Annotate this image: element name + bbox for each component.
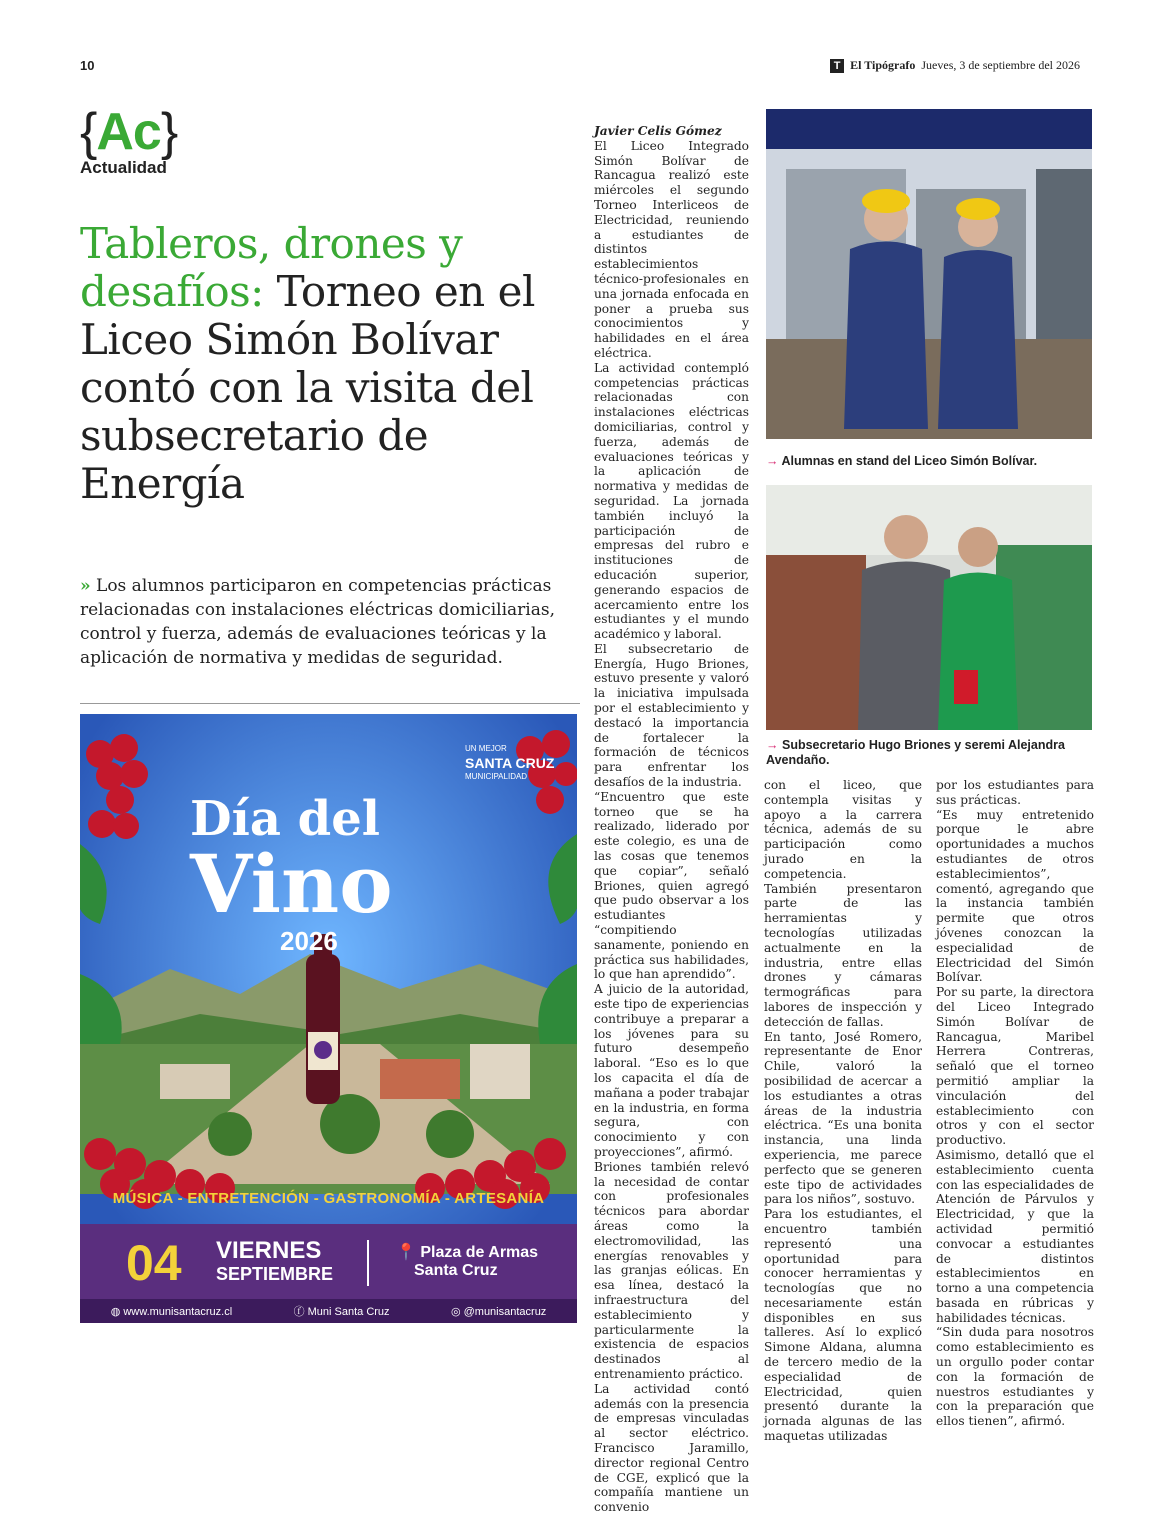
paragraph: por los estudiantes para sus prácticas. (936, 778, 1094, 807)
headline-rest: Torneo en el Liceo Simón Bolívar contó con la visita del subsecretario de Energía (80, 267, 535, 508)
article-column-1 (594, 124, 749, 1515)
photo-caption-2: → Subsecretario Hugo Briones y seremi Alejandra Avendaño. (766, 738, 1065, 767)
section-tag: {Ac} Actualidad (80, 103, 178, 177)
paragraph: En tanto, José Romero, representante de Enor Chile, valoró la posibilidad de acercar a los estudiantes a otras áreas de la industria eléctrica. “Es una bonita instancia, una linda experiencia, me parece perfecto que se generen este tipo de actividades para los niños”, sostuvo. (764, 1029, 922, 1207)
paragraph: La actividad contempló competencias prácticas relacionadas con instalaciones eléctricas domiciliarias, control y fuerza, además de evaluaciones teóricas y la aplicación de normativa y medidas de seguridad. La jornada también incluyó la participación de empresas del rubro e instituciones de educación superior, generando espacios de acercamiento entre los estudiantes y el mundo académico y laboral. (594, 360, 749, 642)
arrow-right-icon: → (766, 738, 779, 752)
lead-paragraph (80, 574, 570, 670)
paragraph: Para los estudiantes, el encuentro también representó una oportunidad para conocer herramientas y tecnologías que no necesariamente están disponibles en sus talleres. Así lo explicó Simone Aldana, alumna de tercero medio de la especialidad de Electricidad, quien presentó durante la jornada algunas de las maquetas utilizadas (764, 1207, 922, 1444)
paragraph: con el liceo, que contempla visitas y apoyo a la carrera técnica, además de su participación como jurado en la competencia. (764, 778, 922, 881)
ad-footer (80, 1299, 577, 1323)
paragraph: “Encuentro que este torneo que se ha realizado, liderado por este colegio, es una de las cosas que tenemos que copiar”, señaló Briones, quien agregó que pudo observar a los estudiantes “compitiendo sanamente, poniendo en práctica sus habilidades, lo que han aprendido”. (594, 789, 749, 982)
paragraph: “Sin duda para nosotros como establecimiento es un orgullo poder contar con la formación de nuestros estudiantes y con la preparación que ellos tienen”, afirmó. (936, 1325, 1094, 1429)
paragraph: Asimismo, detalló que el establecimiento cuenta con las especialidades de Atención de Párvulos y Electricidad, y que la actividad permitió convocar a estudiantes de distintos establecimientos en torno a una competencia basada en rúbricas y habilidades técnicas. (936, 1147, 1094, 1325)
section-name: Actualidad (80, 158, 167, 177)
instagram-icon: ◎ (450, 1305, 461, 1318)
paragraph: Briones también relevó la necesidad de contar con profesionales técnicos para abordar áreas como la electromovilidad, las energías renovables y las granjas eólicas. En esa línea, destacó la infraestructura del establecimiento y particularmente la existencia de espacios destinados al entrenamiento práctico. (594, 1159, 749, 1381)
ad-tags: MÚSICA - ENTRETENCIÓN - GASTRONOMÍA - ARTESANÍA (112, 1190, 545, 1207)
ad-year: 2026 (280, 926, 338, 956)
paragraph: También presentaron parte de las herramientas y tecnologías utilizadas actualmente en la industria, entre ellas drones y cámaras termográficas para labores de inspección y detección de fallas. (764, 881, 922, 1029)
byline: Javier Celis Gómez (594, 124, 722, 138)
ad-facebook-link[interactable]: ⓕ Muni Santa Cruz (293, 1306, 390, 1318)
ad-month: SEPTIEMBRE (216, 1264, 334, 1284)
paragraph: El subsecretario de Energía, Hugo Briones, estuvo presente y valoró la iniciativa impulsada por el establecimiento y destacó la importancia de fortalecer la formación de técnicos para enfrentar los desafíos de la industria. (594, 641, 749, 790)
photo-students-stand (766, 109, 1092, 439)
paragraph: “Es muy entretenido porque le abre oportunidades a muchos estudiantes de otros establecimientos”, comentó, agregando que la instancia también permite que otros jóvenes conozcan la especialidad de Electricidad del Simón Bolívar. (936, 807, 1094, 985)
article-column-2 (764, 778, 922, 1444)
section-abbr: Ac (96, 103, 161, 161)
photo-caption-1: → Alumnas en stand del Liceo Simón Bolívar. (766, 454, 1038, 468)
photo-officials (766, 485, 1092, 730)
paragraph: Por su parte, la directora del Liceo Integrado Simón Bolívar de Rancagua, Maribel Herrera Contreras, señaló que el torneo permitió ampliar la vinculación del establecimiento con otros y con el sector productivo. (936, 985, 1094, 1148)
location-pin-icon: 📍 (396, 1244, 416, 1261)
ad-municipality-logo: UN MEJOR SANTA CRUZ MUNICIPALIDAD (465, 744, 555, 781)
paragraph: La actividad contó además con la presencia de empresas vinculadas al sector eléctrico. Francisco Jaramillo, director regional Centro de CGE, explicó que la compañía mantiene un convenio (594, 1381, 749, 1515)
masthead (830, 58, 1080, 73)
headline-highlight: Tableros, drones y desafíos: (80, 219, 463, 316)
lead-text: Los alumnos participaron en competencias prácticas relacionadas con instalaciones eléctricas domiciliarias, control y fuerza, además de evaluaciones teóricas y la aplicación de normativa y medidas de seguridad. (80, 576, 555, 668)
ad-location: 📍 Plaza de Armas Santa Cruz (396, 1244, 539, 1279)
globe-icon: ◍ (110, 1305, 121, 1318)
chevron-right-icon: » (80, 576, 91, 596)
ad-separator (367, 1240, 369, 1286)
newspaper-logo-icon: T (830, 59, 844, 73)
divider (80, 703, 580, 704)
advertisement-dia-del-vino[interactable] (80, 714, 577, 1323)
article-column-3 (936, 778, 1094, 1429)
ad-instagram-link[interactable]: ◎ @munisantacruz (450, 1305, 547, 1318)
issue-date: Jueves, 3 de septiembre del 2026 (921, 58, 1080, 72)
page-number: 10 (80, 58, 95, 73)
paragraph: A juicio de la autoridad, este tipo de experiencias contribuye a preparar a los jóvenes para su futuro desempeño laboral. “Eso es lo que los capacita el día de mañana a poder trabajar en la industria, en forma segura, con conocimiento y con proyecciones”, afirmó. (594, 982, 749, 1159)
ad-web-link[interactable]: ◍ www.munisantacruz.cl (110, 1305, 233, 1318)
ad-day-name: VIERNES (216, 1237, 322, 1264)
ad-day-number: 04 (126, 1235, 182, 1291)
newspaper-name: El Tipógrafo (850, 58, 916, 72)
headline (80, 220, 580, 508)
paragraph: El Liceo Integrado Simón Bolívar de Rancagua realizó este miércoles el segundo Torneo Interliceos de Electricidad, reuniendo a estudiantes de distintos establecimientos técnico-profesionales en una jornada enfocada en poner a prueba sus conocimientos y habilidades en el área eléctrica. (594, 138, 749, 360)
ad-title: Día del Vino (190, 791, 393, 931)
arrow-right-icon: → (766, 454, 779, 468)
facebook-icon: ⓕ (293, 1306, 305, 1318)
